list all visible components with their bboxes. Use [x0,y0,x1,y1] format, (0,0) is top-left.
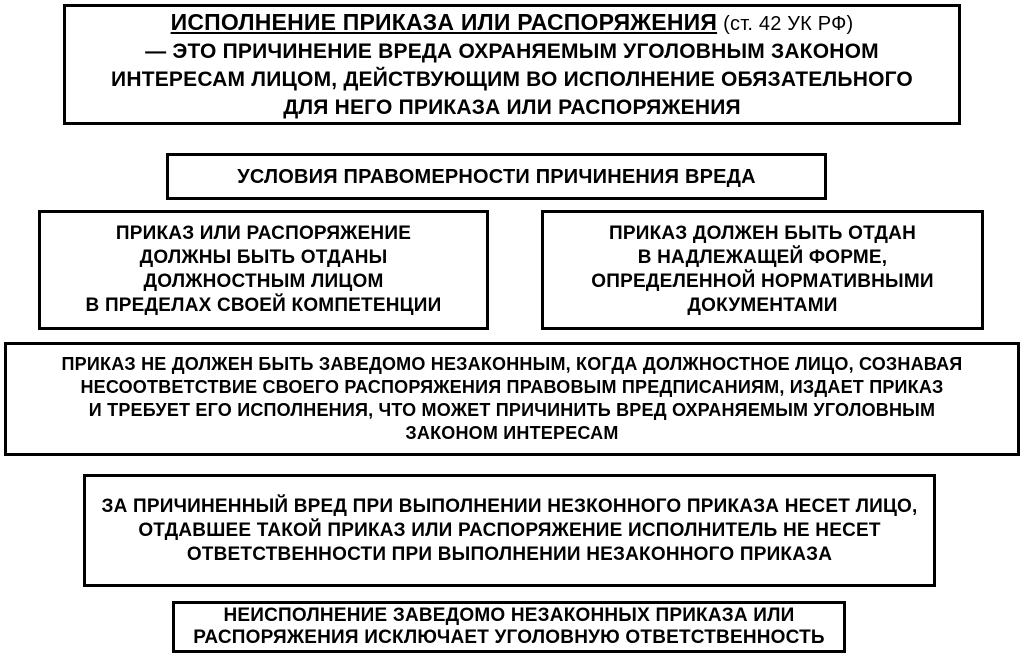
responsibility-box [83,474,936,587]
non-execution-line: НЕИСПОЛНЕНИЕ ЗАВЕДОМО НЕЗАКОННЫХ ПРИКАЗА ИЛИ [223,605,795,626]
condition-form-box [541,210,984,330]
responsibility-line: ЗА ПРИЧИНЕННЫЙ ВРЕД ПРИ ВЫПОЛНЕНИИ НЕЗКОННОГО ПРИКАЗА НЕСЕТ ЛИЦО, [101,495,918,517]
condition-line: ОПРЕДЕЛЕННОЙ НОРМАТИВНЫМИ [591,271,934,292]
definition-line: — ЭТО ПРИЧИНЕНИЕ ВРЕДА ОХРАНЯЕМЫМ УГОЛОВНЫМ ЗАКОНОМ [145,39,879,63]
definition-title-row [171,8,854,38]
non-execution-box [172,601,846,653]
condition-not-unlawful-box [4,342,1020,456]
condition-line: ПРИКАЗ ДОЛЖЕН БЫТЬ ОТДАН [609,223,916,244]
condition-line: ПРИКАЗ ИЛИ РАСПОРЯЖЕНИЕ [115,223,412,244]
condition-line: В ПРЕДЕЛАХ СВОЕЙ КОМПЕТЕНЦИИ [85,295,442,316]
condition-line: ДОЛЖНЫ БЫТЬ ОТДАНЫ [139,247,388,268]
condition-line: ДОКУМЕНТАМИ [687,295,838,316]
article-reference: (ст. 42 УК РФ) [723,12,854,35]
conditions-heading-box [166,153,827,200]
condition-line: ЗАКОНОМ ИНТЕРЕСАМ [405,423,619,443]
condition-line: ПРИКАЗ НЕ ДОЛЖЕН БЫТЬ ЗАВЕДОМО НЕЗАКОННЫМ, КОГДА ДОЛЖНОСТНОЕ ЛИЦО, СОЗНАВАЯ [61,354,963,374]
condition-line: ДОЛЖНОСТНЫМ ЛИЦОМ [143,271,384,292]
conditions-heading: УСЛОВИЯ ПРАВОМЕРНОСТИ ПРИЧИНЕНИЯ ВРЕДА [237,165,756,188]
responsibility-line: ОТДАВШЕЕ ТАКОЙ ПРИКАЗ ИЛИ РАСПОРЯЖЕНИЕ ИСПОЛНИТЕЛЬ НЕ НЕСЕТ [138,519,881,541]
definition-box [63,4,961,125]
condition-competence-box [38,210,489,330]
responsibility-line: ОТВЕТСТВЕННОСТИ ПРИ ВЫПОЛНЕНИИ НЕЗАКОННОГО ПРИКАЗА [186,543,833,565]
definition-line: ИНТЕРЕСАМ ЛИЦОМ, ДЕЙСТВУЮЩИМ ВО ИСПОЛНЕНИЕ ОБЯЗАТЕЛЬНОГО [111,67,913,91]
condition-line: И ТРЕБУЕТ ЕГО ИСПОЛНЕНИЯ, ЧТО МОЖЕТ ПРИЧИНИТЬ ВРЕД ОХРАНЯЕМЫМ УГОЛОВНЫМ [88,400,936,420]
condition-line: В НАДЛЕЖАЩЕЙ ФОРМЕ, [637,247,888,268]
definition-line: ДЛЯ НЕГО ПРИКАЗА ИЛИ РАСПОРЯЖЕНИЯ [283,95,741,119]
non-execution-line: РАСПОРЯЖЕНИЯ ИСКЛЮЧАЕТ УГОЛОВНУЮ ОТВЕТСТВЕННОСТЬ [193,627,825,648]
condition-line: НЕСООТВЕТСТВИЕ СВОЕГО РАСПОРЯЖЕНИЯ ПРАВОВЫМ ПРЕДПИСАНИЯМ, ИЗДАЕТ ПРИКАЗ [80,377,944,397]
definition-title: ИСПОЛНЕНИЕ ПРИКАЗА ИЛИ РАСПОРЯЖЕНИЯ [170,8,718,35]
